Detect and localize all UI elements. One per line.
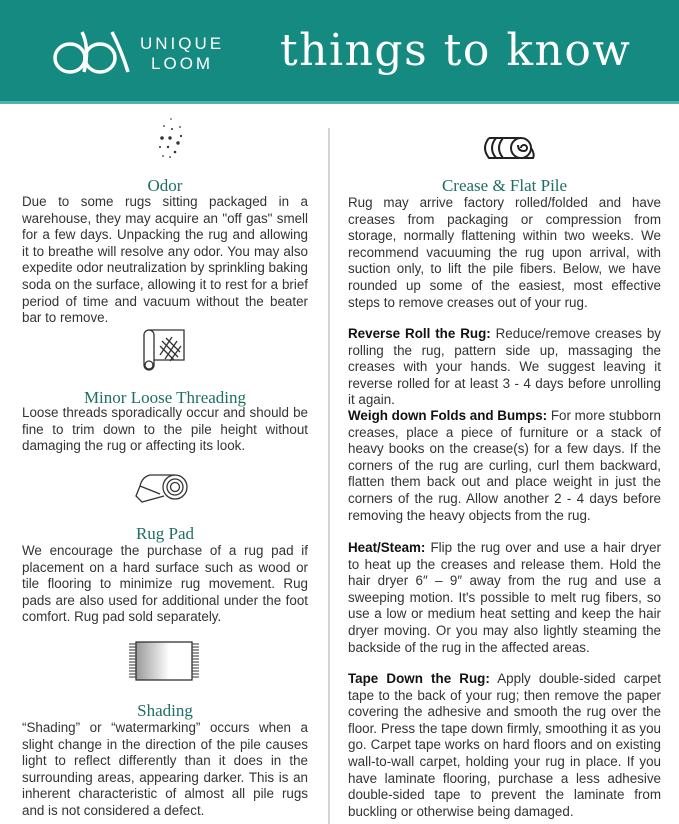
section-body-odor: Due to some rugs sitting packaged in a warehouse, they may acquire an "off gas" smell for a few days. Unpacking the rug and allowing it to breathe will resolve any odor. You may also expedite odor neutralization by sprinkling baking soda on the surface, allowing it to rest for a brief period of time and vacuum without the beater bar to remove.	[22, 194, 308, 326]
tip-weigh-down	[348, 408, 661, 524]
brand-name	[140, 34, 224, 74]
section-title-crease: Crease & Flat Pile	[441, 176, 568, 195]
section-title-odor: Odor	[147, 176, 183, 195]
tip-tape-down	[348, 671, 661, 820]
rolled-pad-icon	[136, 475, 187, 502]
tip-text: Flip the rug over and use a hair dryer to heat up the creases and release them. Hold the hair dryer 6″ – 9″ away from the rug and use a sweeping motion. It's possible to melt rug fibers, so use a low or medium heat setting and keep the hair dryer moving. Or you may also lightly steaming the backside of the rug in the affected areas.	[348, 540, 661, 655]
page-title: things to know	[280, 25, 632, 76]
tip-text: Apply double-sided carpet tape to the back of your rug; then remove the paper covering the adhesive and smooth the rug over the floor. Press the tape down firmly, smoothing it as you go. Carpet tape works on hard floors and on existing wall-to-wall carpet, holding your rug in place. If you have laminate flooring, purchase a less adhesive double-sided tape to prevent the laminate from buckling or otherwise being damaged.	[348, 671, 661, 819]
unique-loom-logo	[52, 28, 134, 76]
section-body-crease-intro: Rug may arrive factory rolled/folded and have creases from packaging or compression from storage, normally flattening within two weeks. We recommend vacuuming the rug upon arrival, with suction only, to lift the pile fibers. Below, we have rounded up some of the easiest, most effective steps to remove creases out of your rug.	[348, 195, 661, 310]
tip-label: Reverse Roll the Rug:	[348, 326, 491, 341]
brand-line-2: LOOM	[151, 54, 214, 73]
rug-threads-icon	[142, 329, 186, 373]
section-body-shading: “Shading” or “watermarking” occurs when a slight change in the direction of the pile causes light to reflect differently than it does in the surrounding areas, appearing darker. This is an inherent characteristic of almost all pile rugs and is not considered a defect.	[22, 720, 308, 818]
tip-heat-steam	[348, 540, 661, 656]
tip-label: Heat/Steam:	[348, 540, 426, 555]
section-title-shading: Shading	[137, 701, 193, 720]
section-body-loose-threading: Loose threads sporadically occur and should be fine to trim down to the pile height without damaging the rug or affecting its look.	[22, 405, 308, 454]
section-title-loose-threading: Minor Loose Threading	[83, 388, 247, 407]
tip-text: Reduce/remove creases by rolling the rug, pattern side up, massaging the creases with your hands. We suggest leaving it reverse rolled for at least 3 - 4 days before unrolling it again.	[348, 326, 661, 408]
rolled-rug-icon	[479, 136, 535, 160]
tip-label: Tape Down the Rug:	[348, 671, 490, 686]
brand-line-1: UNIQUE	[140, 34, 225, 53]
tip-label: Weigh down Folds and Bumps:	[348, 408, 548, 423]
shaded-rug-icon	[128, 641, 200, 681]
tip-reverse-roll	[348, 326, 661, 409]
section-title-rug-pad: Rug Pad	[135, 524, 195, 543]
tip-text: For more stubborn creases, place a piece of furniture or a stack of heavy books on the crease(s) for a few days. If the corners of the rug are curling, curl them backward, flatten them back out and place weight in just the corners of the rug. Allow another 2 - 4 days before removing the heavy objects from the rug.	[348, 408, 661, 523]
header-banner	[0, 0, 679, 104]
scattered-dots-icon	[154, 116, 188, 162]
column-divider	[328, 128, 330, 824]
section-body-rug-pad: We encourage the purchase of a rug pad if placement on a hard surface such as wood or tile flooring to minimize rug movement. Rug pads are also used for additional under the foot comfort. Rug pad sold separately.	[22, 543, 308, 625]
